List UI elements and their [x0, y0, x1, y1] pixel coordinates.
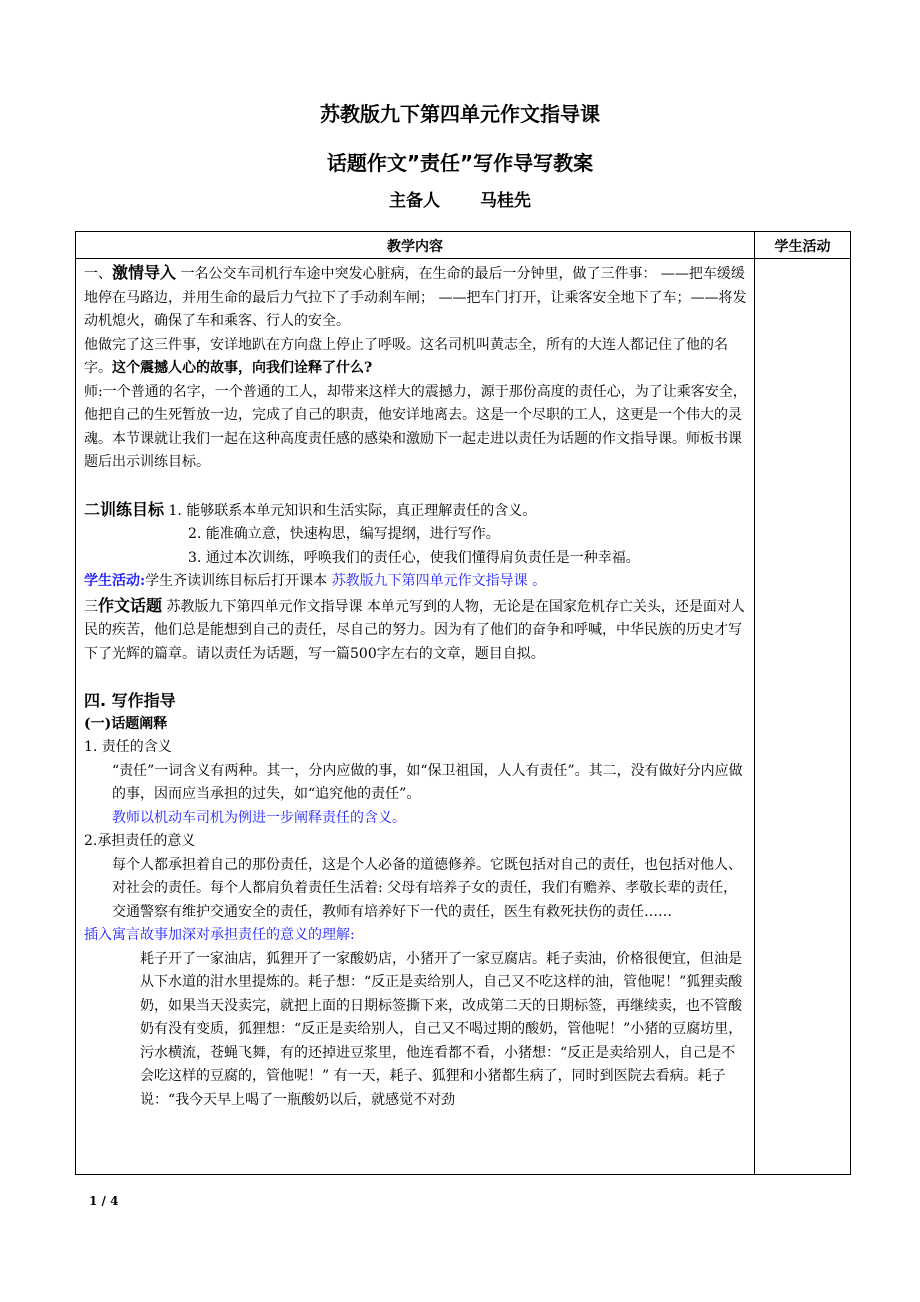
section-3 — [84, 594, 748, 667]
preparer-line — [0, 186, 920, 211]
activity-label: 学生活动: — [84, 573, 146, 589]
item-1-text: “责任”一词含义有两种。其一，分内应做的事，如“保卫祖国，人人有责任”。其二，没有做好分内应做的事，因而应当承担的过失，如“追究他的责任”。 — [112, 762, 743, 802]
section-4-subtitle: (一)话题阐释 — [84, 715, 168, 732]
section-1-paragraph-2-text: 他做完了这三件事，安详地趴在方向盘上停止了呼吸。这名司机叫黄志全，所有的大连人都记住了他的名字。 — [84, 336, 728, 376]
item-2-heading: 2.承担责任的意义 — [84, 833, 196, 849]
preparer-label: 主备人 — [389, 191, 440, 211]
section-1-paragraph-2 — [84, 334, 748, 381]
preparer-name: 马桂先 — [480, 191, 531, 211]
section-3-title: 作文话题 — [98, 595, 163, 615]
section-1-title: 激情导入 — [112, 263, 177, 282]
section-2-goal-1 — [84, 498, 748, 524]
section-1-paragraph-3: 师:一个普通的名字，一个普通的工人，却带来这样大的震撼力，源于那份高度的责任心，为了让乘客安全，他把自己的生死暂放一边，完成了自己的职责，他安详地离去。这是一个尽职的工人，这更是一个伟大的灵魂。本节课就让我们一起在这种高度责任感的感染和激励下一起走进以责任为话题的作文指导课。师板书课题后出示训练目标。 — [84, 383, 747, 470]
column-divider — [754, 232, 755, 1174]
section-3-text: 苏教版九下第四单元作文指导课 本单元写到的人物，无论是在国家危机存亡关头，还是面对人民的疾苦，他们总是能想到自己的责任，尽自己的努力。因为有了他们的奋争和呼喊，中华民族的历史才写下了光辉的篇章。请以责任为话题，写一篇500字左右的文章，题目自拟。 — [84, 598, 745, 662]
section-1-number: 一、 — [84, 266, 112, 282]
section-1-intro — [84, 261, 748, 334]
fable-story: 耗子开了一家油店，狐狸开了一家酸奶店，小猪开了一家豆腐店。耗子卖油，价格很便宜，但油是从下水道的泔水里提炼的。耗子想：“反正是卖给别人，自己又不吃这样的油，管他呢！”狐狸卖酸奶，如果当天没卖完，就把上面的日期标签撕下来，改成第二天的日期标签，再继续卖，也不管酸奶有没有变质，狐狸想：“反正是卖给别人，自己又不喝过期的酸奶，管他呢！”小猪的豆腐坊里，污水横流，苍蝇飞舞，有的还掉进豆浆里，他连看都不看，小猪想：“反正是卖给别人，自己是不会吃这样的豆腐的，管他呢！” 有一天，耗子、狐狸和小猪都生病了，同时到医院去看病。耗子说：“我今天早上喝了一瓶酸奶以后，就感觉不对劲 — [140, 950, 743, 1108]
section-2-goal-2: 2. 能准确立意，快速构思，编写提纲，进行写作。 — [188, 526, 500, 542]
section-2-activity — [84, 570, 748, 594]
doc-subtitle: 话题作文”责任”写作导写教案 — [326, 151, 594, 175]
section-2-title: 二训练目标 — [84, 499, 165, 519]
item-1-note: 教师以机动车司机为例进一步阐释责任的含义。 — [112, 809, 406, 826]
doc-title: 苏教版九下第四单元作文指导课 — [320, 102, 600, 126]
section-3-number: 三 — [84, 598, 98, 615]
section-1-paragraph-1: 一名公交车司机行车途中突发心脏病，在生命的最后一分钟里，做了三件事： ——把车缓缓地停在马路边，并用生命的最后力气拉下了手动刹车闸； ——把车门打开，让乘客安全地下了车；——将发动机熄火，确保了车和乘客、行人的安全。 — [84, 266, 747, 329]
teaching-content-cell — [84, 261, 748, 1112]
goal-1-text: 1. 能够联系本单元知识和生活实际，真正理解责任的含义。 — [168, 502, 537, 519]
section-2-goal-3: 3. 通过本次训练，呼唤我们的责任心，使我们懂得肩负责任是一种幸福。 — [188, 549, 640, 566]
item-1-heading: 1. 责任的含义 — [84, 739, 172, 755]
header-divider — [76, 258, 850, 259]
section-4-title: 四. 写作指导 — [84, 691, 176, 710]
header-student-activity: 学生活动 — [774, 239, 831, 255]
section-1-question: 这个震撼人心的故事，向我们诠释了什么? — [112, 360, 373, 376]
story-note: 插入寓言故事加深对承担责任的意义的理解: — [84, 927, 355, 943]
item-2-text: 每个人都承担着自己的那份责任，这是个人必备的道德修养。它既包括对自己的责任，也包括对他人、对社会的责任。每个人都肩负着责任生活着: 父母有培养子女的责任，我们有赡养、孝敬长辈的责任，交通警察有维护交通安全的责任，教师有培养好下一代的责任，医生有救死扶伤的责任…… — [112, 856, 742, 920]
activity-text: 学生齐读训练目标后打开课本 — [145, 573, 328, 589]
activity-link: 苏教版九下第四单元作文指导课 。 — [331, 573, 547, 589]
header-teaching-content: 教学内容 — [387, 239, 443, 255]
lesson-table — [75, 231, 851, 1175]
page-number: 1 / 4 — [89, 1194, 119, 1208]
